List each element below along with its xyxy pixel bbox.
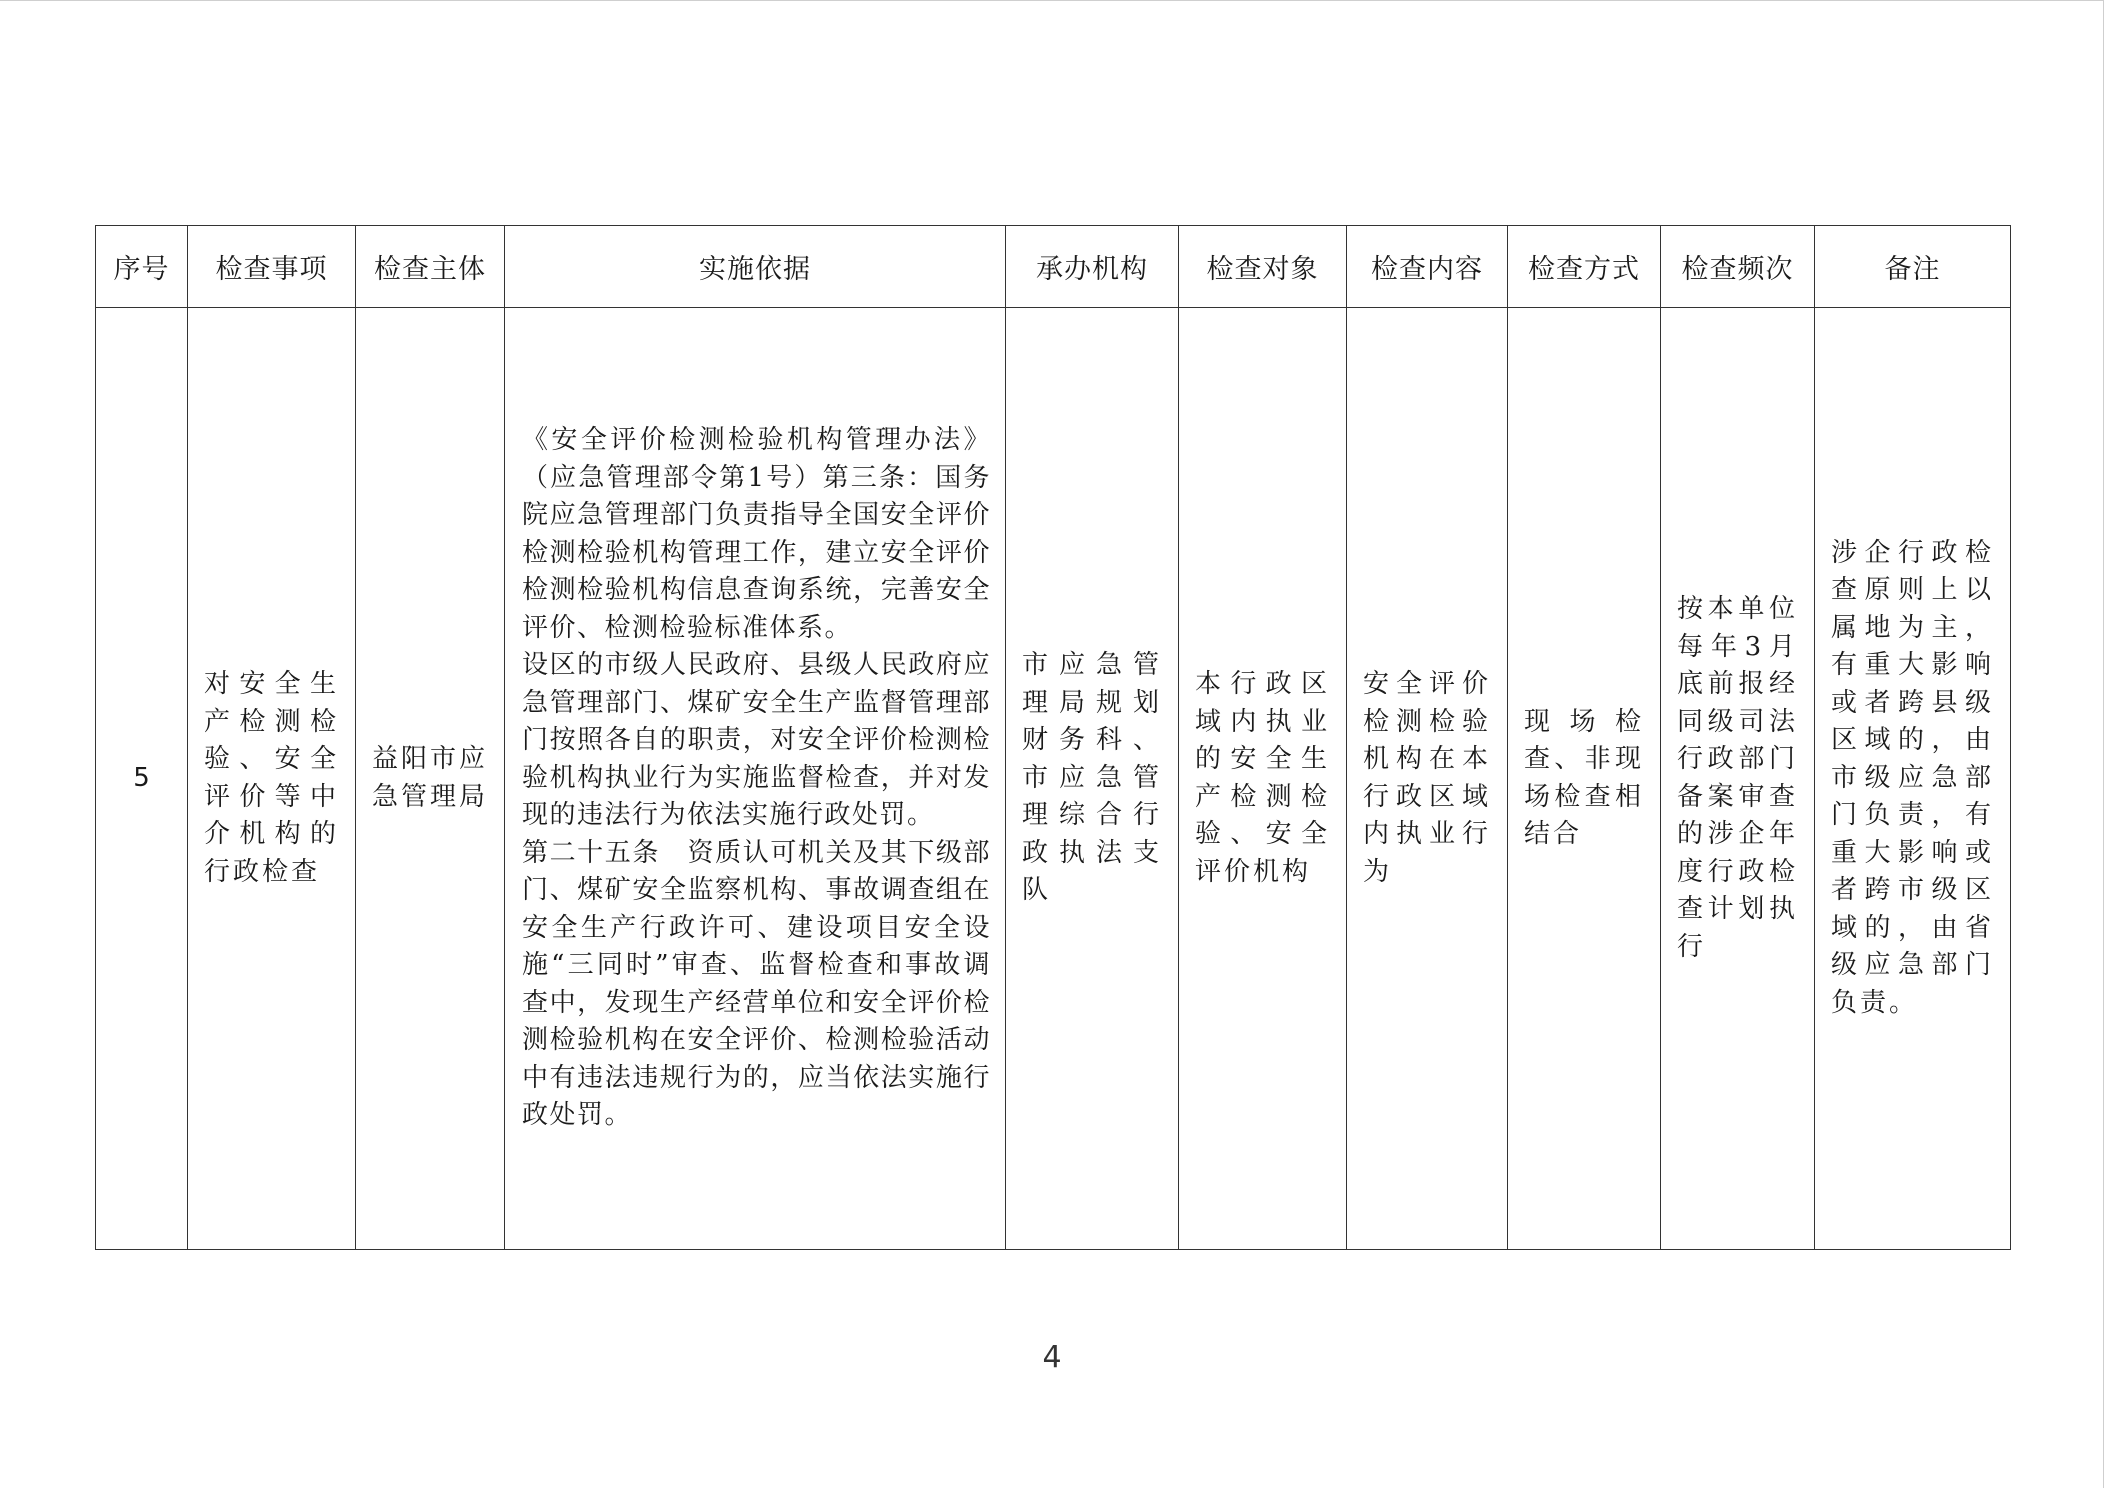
header-content: 检查内容 (1347, 226, 1508, 308)
header-method: 检查方式 (1508, 226, 1661, 308)
basis-paragraph-1: 《安全评价检测检验机构管理办法》（应急管理部令第1号）第三条：国务院应急管理部门负责指导全国安全评价检测检验机构管理工作，建立安全评价检测检验机构信息查询系统，完善安全评价、检测检验标准体系。 (522, 425, 991, 643)
cell-basis (505, 308, 1006, 1250)
remarks-text: 涉企行政检查原则上以属地为主，有重大影响或者跨县级区域的，由市级应急部门负责，有重大影响或者跨市级区域的，由省级应急部门负责。 (1831, 537, 1994, 1018)
target-text: 本行政区域内执业的安全生产检测检验、安全评价机构 (1195, 669, 1330, 887)
basis-text (505, 422, 1005, 1135)
cell-content (1347, 308, 1508, 1250)
cell-item (188, 308, 356, 1250)
inspection-table (95, 225, 2011, 1250)
item-text: 对安全生产检测检验、安全评价等中介机构的行政检查 (204, 669, 339, 887)
page-edge-top (0, 0, 2104, 1)
header-seq: 序号 (96, 226, 188, 308)
header-agency: 承办机构 (1006, 226, 1179, 308)
table-header-row (96, 226, 2011, 308)
content-text: 安全评价检测检验机构在本行政区域内执业行为 (1363, 669, 1491, 887)
header-remarks: 备注 (1815, 226, 2011, 308)
page-number: 4 (1042, 1340, 1062, 1375)
agency-text: 市应急管理局规划财务科、市应急管理综合行政执法支队 (1022, 650, 1162, 906)
header-subject: 检查主体 (356, 226, 505, 308)
method-text: 现场检查、非现场检查相结合 (1524, 706, 1644, 849)
cell-target (1179, 308, 1347, 1250)
cell-frequency (1661, 308, 1815, 1250)
cell-subject (356, 308, 505, 1250)
subject-text: 益阳市应急管理局 (372, 744, 489, 812)
basis-paragraph-2: 设区的市级人民政府、县级人民政府应急管理部门、煤矿安全生产监督管理部门按照各自的职责，对安全评价检测检验机构执业行为实施监督检查，并对发现的违法行为依法实施行政处罚。 (522, 650, 991, 831)
cell-method (1508, 308, 1661, 1250)
header-frequency: 检查频次 (1661, 226, 1815, 308)
header-target: 检查对象 (1179, 226, 1347, 308)
table-row (96, 308, 2011, 1250)
header-basis: 实施依据 (505, 226, 1006, 308)
cell-remarks (1815, 308, 2011, 1250)
header-item: 检查事项 (188, 226, 356, 308)
basis-paragraph-3: 第二十五条 资质认可机关及其下级部门、煤矿安全监察机构、事故调查组在安全生产行政许可、建设项目安全设施“三同时”审查、监督检查和事故调查中，发现生产经营单位和安全评价检测检验机构在安全评价、检测检验活动中有违法违规行为的，应当依法实施行政处罚。 (522, 837, 991, 1131)
seq-text: 5 (133, 762, 150, 793)
frequency-text: 按本单位每年3月底前报经同级司法行政部门备案审查的涉企年度行政检查计划执行 (1677, 594, 1798, 962)
cell-agency (1006, 308, 1179, 1250)
cell-seq (96, 308, 188, 1250)
